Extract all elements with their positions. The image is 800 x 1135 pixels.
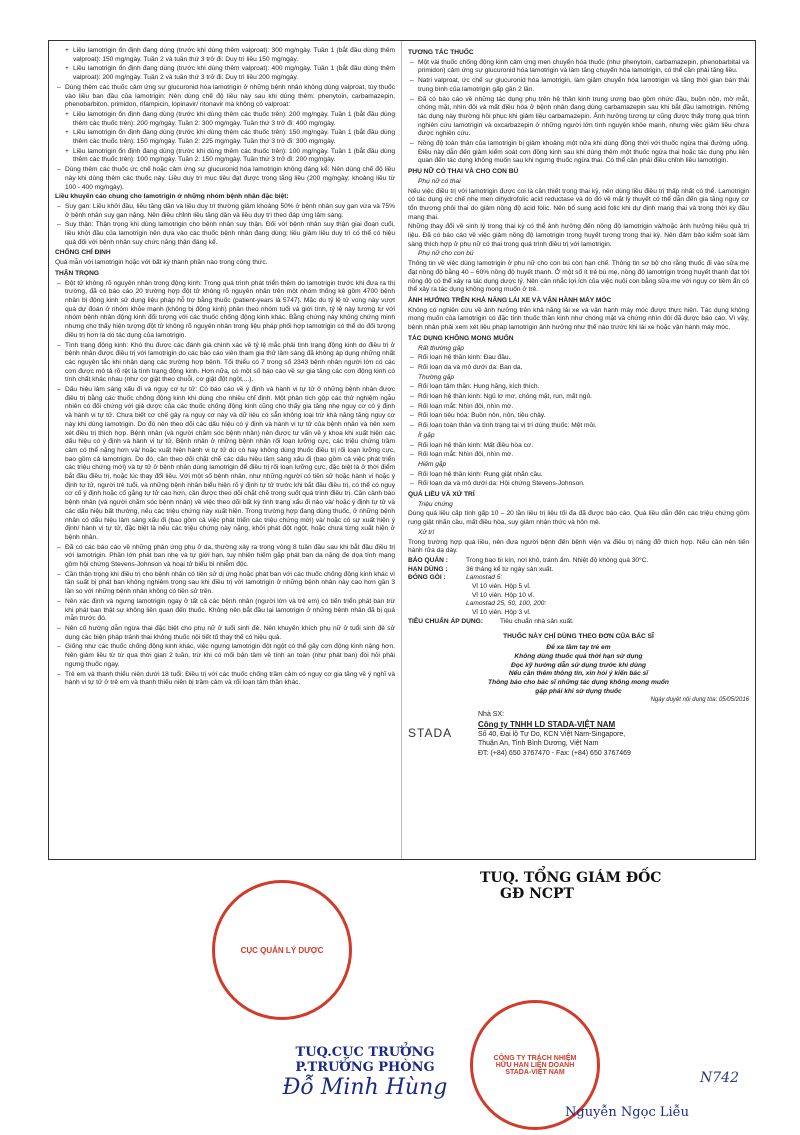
subsection-heading: Thường gặp — [418, 373, 455, 381]
notice-line: Thông báo cho bác sĩ những tác dụng không mong muốn — [488, 679, 669, 687]
subsection-heading: Phụ nữ có thai — [418, 177, 461, 185]
paragraph: Không có nghiên cứu về ảnh hưởng trên khả năng lái xe và vận hành máy móc được thực hiện. Tác dụng không mong muốn của lamotrigin có đặc tính thuốc thần kinh như chóng mặt và chứng nhìn đôi đã được báo cáo. Vì vậy, bệnh nhân phải xem xét liệu pháp lamotrigin ảnh hưởng như thế nào trước khi lái xe hoặc vận hành máy móc. — [408, 306, 749, 332]
paragraph: Quá mẫn với lamotrigin hoặc với bất kỳ thành phần nào trong công thức. — [55, 259, 268, 267]
paragraph: – Rối loạn mắt: Nhìn đôi, nhìn mờ. — [408, 403, 749, 412]
storage-row: BẢO QUẢN : Trong bao bì kín, nơi khô, tránh ẩm. Nhiệt độ không quá 30°C. — [408, 556, 649, 564]
document-sheet — [48, 40, 756, 860]
manufacturer-block — [408, 710, 749, 757]
prescription-notice — [408, 633, 749, 705]
notice-line: Đọc kỹ hướng dẫn sử dụng trước khi dùng — [510, 661, 647, 669]
paragraph: – Rối loạn hệ thần kinh: Rung giật nhãn cầu. — [408, 471, 749, 480]
section-heading: THẬN TRỌNG — [55, 269, 99, 277]
right-column — [402, 41, 755, 859]
agency-seal: CỤC QUẢN LÝ DƯỢC — [212, 880, 352, 1020]
packaging-row: ĐÓNG GÓI : Lamostad 5: Vỉ 10 viên. Hộp 5 vỉ. Vỉ 10 viên. Hộp 10 vỉ. Lamostad 25, 50, 100, 200: Vỉ 10 viên. Hộp 3 vỉ. — [408, 574, 547, 617]
paragraph: – Đã có báo cáo về những tác dụng phụ trên hệ thần kinh trung ương bao gồm nhức đầu, buồn nôn, mờ mắt, chóng mặt, nhìn đôi và mất điều hòa ở bệnh nhân đang dùng carbamazepin sau khi bắt đầu lamotrigin. Những tác dụng này thường hồi phục khi giảm liều carbamazepin. Ảnh hưởng tương tự cũng được thấy trong quá trình nghiên cứu lamotrigin và oxcarbazepin ở những người lớn tình nguyện khỏe mạnh, nhưng việc giảm liều chưa được nghiên cứu. — [408, 96, 749, 140]
paragraph: – Cần thận trọng khi điều trị cho bệnh nhân có tiền sử dị ứng hoặc phát ban với các thuốc chống động kinh khác vì tần suất bị phát ban không nghiêm trọng sau khi điều trị với lamotrigin ở những bệnh nhân này cao hơn gần 3 lần so với những bệnh nhân không có tiền sử trên. — [55, 571, 395, 597]
packaging-line: Vỉ 10 viên. Hộp 10 vỉ. — [472, 591, 535, 599]
right-column-sections — [408, 49, 749, 556]
manufacturer-info: Nhà SX: Công ty TNHH LD STADA-VIỆT NAM Số 40, Đại lộ Tự Do, KCN Việt Nam-Singapore, Thuận An, Tỉnh Bình Dương, Việt Nam ĐT: (+84) 650 3767470 - Fax: (+84) 650 3767469 — [478, 710, 749, 757]
subsection-heading: Ít gặp — [418, 431, 435, 439]
packaging-line: Lamostad 5: — [466, 574, 503, 582]
standard-row: TIÊU CHUẨN ÁP DỤNG: Tiêu chuẩn nhà sản xuất. — [408, 617, 574, 625]
paragraph: Trong trường hợp quá liều, nên đưa người bệnh đến bệnh viện và điều trị nâng đỡ thích hợp. Nếu cần nên tiến hành rửa dạ dày. — [408, 538, 749, 555]
paragraph: Nếu việc điều trị với lamotrigin được coi là cần thiết trong thai kỳ, nên dùng liều điều trị thấp nhất có thể. Lamotrigin có tác dụng ức chế nhẹ men dihydrofolic acid reductase và do đó về mặt lý thuyết có thể dẫn đến gia tăng nguy cơ tổn thương phôi thai do giảm nồng độ acid folic. Nên bổ sung acid folic khi dự định mang thai và trong thời kỳ đầu mang thai. — [408, 187, 749, 221]
subsection-heading: Rất thường gặp — [418, 344, 464, 352]
subsection-heading: Xử trí — [418, 528, 435, 536]
paragraph: – Suy thận: Thận trọng khi dùng lamotrigin cho bệnh nhân suy thận. Đối với bệnh nhân suy thận giai đoạn cuối, liều khởi đầu của lamotrigin nên dựa vào các thuốc bệnh nhân đang dùng; liều giảm liều duy trì có thể có hiệu quả đối với bệnh nhân suy chức năng thận đáng kể. — [55, 221, 395, 247]
section-heading: QUÁ LIỀU VÀ XỬ TRÍ — [408, 491, 475, 499]
notice-title: THUỐC NÀY CHỈ DÙNG THEO ĐƠN CỦA BÁC SĨ — [503, 632, 654, 640]
notice-line: Nếu cần thêm thông tin, xin hỏi ý kiến bác sĩ — [508, 670, 649, 678]
company-seal: CÔNG TY TRÁCH NHIỆM HỮU HẠN LIÊN DOANH STADA-VIỆT NAM — [470, 1000, 600, 1130]
paragraph: Thông tin về việc dùng lamotrigin ở phụ nữ cho con bú còn hạn chế. Thông tin sơ bộ cho rằng thuốc đi vào sữa mẹ đạt nồng độ bằng 40 – 60% nồng độ huyết thanh. Ở một số ít trẻ bú mẹ, nồng độ lamotrigin trong huyết thanh đạt tới nồng độ có thể xảy ra tác dụng dược lý. Nên cân nhắc lợi ích của việc nuôi con bằng sữa mẹ với nguy cơ tiềm ẩn có thể xảy ra tác dụng không mong muốn ở trẻ. — [408, 260, 749, 294]
notice-line: Để xa tầm tay trẻ em — [546, 644, 611, 652]
paragraph: – Đã có các báo cáo về những phản ứng phụ ở da, thường xảy ra trong vòng 8 tuần đầu sau khi bắt đầu điều trị với lamotrigin. Phần lớn phát ban nhẹ và tự giới hạn, tuy nhiên hiếm gặp phát ban da nặng đe dọa tính mạng gồm hội chứng Stevens-Johnson và hoại tử biểu bì nhiễm độc. — [55, 544, 395, 570]
paragraph: Những thay đổi về sinh lý trong thai kỳ có thể ảnh hưởng đến nồng độ lamotrigin và/hoặc ảnh hưởng hiệu quả trị liệu. Đã có báo cáo về việc giảm nồng độ lamotrigin trong huyết tương trong thai kỳ. Nên đảm bảo kiểm soát lâm sàng thích hợp ở phụ nữ có thai trong quá trình điều trị với lamotrigin. — [408, 223, 749, 248]
paragraph: – Rối loạn mắt: Nhìn đôi, nhìn mờ. — [408, 451, 749, 460]
subsection-heading: Triệu chứng — [418, 500, 453, 508]
paragraph: – Rối loạn tiêu hóa: Buồn nôn, nôn, tiêu chảy. — [408, 412, 749, 421]
approval-date: Ngày duyệt nội dung tòa: 05/05/2016 — [650, 696, 749, 703]
paragraph: Dùng quá liều cấp tính gấp 10 – 20 lần liều trị liệu tối đa đã được báo cáo. Quá liều dẫn đến các triệu chứng gồm rung giật nhãn cầu, mất điều hòa, suy giảm nhận thức và hôn mê. — [408, 510, 749, 527]
paragraph: – Một vài thuốc chống động kinh cảm ứng men chuyển hóa thuốc (như phenytoin, carbamazepin, phenobarbital và primidon) cảm ứng sự glucuronid hóa lamotrigin và làm tăng chuyển hóa lamotrigin, có thể cần phải tăng liều. — [408, 59, 749, 76]
left-column — [49, 41, 402, 859]
paragraph: + Liều lamotrigin ổn định đang dùng (trước khi dùng thêm các thuốc trên): 200 mg/ngày. Tuần 1 (bắt đầu dùng thêm các thuốc trên): 200 mg/ngày. Tuần 2: 300 mg/ngày. Tuần thứ 3 trở đi: 400 mg/ngày. — [55, 111, 395, 128]
section-heading: TÁC DỤNG KHÔNG MONG MUỐN — [408, 334, 514, 342]
paragraph: + Liều lamotrigin ổn định đang dùng (trước khi dùng thêm valproat): 400 mg/ngày. Tuần 1 (bắt đầu dùng thêm valproat): 200 mg/ngày. Tuần 2 và tuần thứ 3 trở đi: Duy trì liều 200 mg/ngày. — [55, 65, 395, 82]
page-code: N742 — [700, 1070, 739, 1086]
packaging-line: Lamostad 25, 50, 100, 200: — [466, 600, 547, 608]
left-signer-name: Đỗ Minh Hùng — [282, 1075, 448, 1100]
paragraph: Liều khuyến cáo chung cho lamotrigin ở những nhóm bệnh nhân đặc biệt: — [55, 193, 289, 201]
subsection-heading: Hiếm gặp — [418, 460, 447, 468]
right-signature-block: TUQ. TỔNG GIÁM ĐỐC GĐ NCPT — [480, 870, 662, 902]
section-heading: TƯƠNG TÁC THUỐC — [408, 49, 474, 56]
paragraph: – Rối loạn toàn thân và tình trạng tại vị trí dùng thuốc: Mệt mỏi. — [408, 422, 749, 431]
paragraph: – Tình trạng động kinh: Khó thu được các đánh giá chính xác về tỷ lệ mắc phải tình trạng động kinh do điều trị ở bệnh nhân được điều trị với lamotrigin do các báo cáo viên tham gia thử lâm sàng đã không áp dụng những nhất các nguyên tắc khi nhận dạng các trường hợp bệnh. Tối thiểu có 7 trong số 2343 bệnh nhân người lớn có các cơn được mô tả rõ rệt là tình trạng động kinh. Hơn nữa, có một số báo cáo về sự gia tăng các cơn động kinh có tính chất khác nhau (như cơ giật theo chuỗi, cơ giật đột ngột,...). — [55, 342, 395, 386]
paragraph: – Suy gan: Liều khởi đầu, liều tăng dần và liều duy trì thường giảm khoảng 50% ở bệnh nhân suy gan vừa và 75% ở bệnh nhân suy gan nặng. Nên điều chỉnh liều tăng dần và liều duy trì theo đáp ứng lâm sàng. — [55, 203, 395, 220]
paragraph: – Rối loạn da và mô dưới da: Ban da. — [408, 364, 749, 373]
manufacturer-name: Công ty TNHH LD STADA-VIỆT NAM — [478, 719, 616, 729]
paragraph: – Dấu hiệu lâm sàng xấu đi và nguy cơ tự tử: Có báo cáo về ý định và hành vi tự tử ở những bệnh nhân được điều trị bằng các thuốc chống động kinh khi dùng cho nhiều chỉ định. Một phân tích gộp các thử nghiệm ngẫu nhiên có đối chứng với giả dược của các thuốc chống động kinh cũng cho thấy gia tăng nhẹ nguy cơ có ý định và hành vi tự tử. Chưa biết cơ chế gây ra nguy cơ này và dữ liệu có sẵn không loại trừ khả năng tăng nguy cơ này khi dùng lamotrigin. Do đó nên theo dõi các dấu hiệu có ý định và hành vi tự tử của bệnh nhân và nên xem xét điều trị thích hợp. Bệnh nhân (và người chăm sóc bệnh nhân) nên được tư vấn về y khoa khi xuất hiện các dấu hiệu có ý định và hành vi tự tử. Bệnh nhân ở những bệnh nhân rối loạn lưỡng cực, các triệu chứng trầm cảm có thể nặng hơn và/ hoặc xuất hiện hành vi tự tử dù có hay không dùng thuốc điều trị rối loạn lưỡng cực, bao gồm cả lamotrigin. Do đó, cần theo dõi chặt chẽ các dấu hiệu lâm sàng xấu đi (bao gồm cả việc phát triển các triệu chứng mới) và tự tử ở bệnh nhân dùng lamotrigin để điều trị rối loạn lưỡng cực, đặc biệt là ở thời điểm bắt đầu điều trị, hoặc lúc thay đổi liều. Với một số bệnh nhân, như những người có tiền sử hoặc hành vi hoặc ý định tự tử, người trẻ tuổi, và những bệnh nhân biểu hiện rõ ý định tự tử trước khi bắt đầu điều trị, có thể có nguy cơ cố ý định hoặc cố gắng tự tử cao hơn, cần được theo dõi chặt chẽ trong suốt quá trình điều trị. Cần cảnh báo bệnh nhân (và người chăm sóc bệnh nhân) về việc theo dõi bất kỳ tình trạng xấu đi nào và/ hoặc ý định tự tử và các dấu hiệu bất thường, nếu các triệu chứng này xuất hiện. Trong trường hợp đang dùng thuốc, ở những bệnh nhân có dấu hiệu lâm sàng xấu đi (bao gồm cả việc phát triển các triệu chứng mới) và/ hoặc có sự xuất hiện ý định/ hành vi tự tử, đặc biệt là nếu các triệu chứng này nặng, khởi phát đột ngột, hoặc chưa từng xuất hiện ở bệnh nhân. — [55, 386, 395, 543]
packaging-line: Vỉ 10 viên. Hộp 5 vỉ. — [472, 583, 531, 591]
notice-line: Không dùng thuốc quá thời hạn sử dụng — [514, 653, 643, 660]
subsection-heading: Phụ nữ cho con bú — [418, 250, 474, 258]
packaging-line: Vỉ 10 viên. Hộp 3 vỉ. — [472, 609, 531, 617]
shelf-life-row: HẠN DÙNG : 36 tháng kể từ ngày sản xuất. — [408, 565, 554, 573]
paragraph: – Đột tử không rõ nguyên nhân trong động kinh: Trong quá trình phát triển thêm do lamotrigin trước khi đưa ra thị trường, đã có báo cáo 20 trường hợp đột tử không rõ nguyên nhân trên một nhóm thống kê gồm 4700 bệnh nhân bị động kinh sử dụng liệu pháp hỗ trợ bằng thuốc (patient-years là 5747). Mặc dù tỷ lệ tử vong này vượt quá dự đoán ở nhóm khỏe mạnh (không bị động kinh) phân theo nhóm tuổi và giới tính, tỷ lệ này tương tự với nhóm bệnh nhân động kinh đối tượng với các thuốc chống động kinh khác. Bằng chứng này không chứng minh nhưng cho thấy hiện tượng đột tử không rõ nguyên nhân trong liệu pháp phối hợp lamotrigin có thể do đối tượng điều trị hơn là do tác dụng của lamotrigin. — [55, 280, 395, 341]
notice-lines — [408, 644, 749, 696]
paragraph: – Rối loạn da và mô dưới da: Hội chứng Stevens-Johnson. — [408, 480, 749, 489]
paragraph: – Natri valproat, ức chế sự glucuronid hóa lamotrigin, làm giảm chuyển hóa lamotrigin và tăng thời gian bán thải trung bình của lamotrigin gấp gần 2 lần. — [408, 77, 749, 94]
paragraph: – Giống như các thuốc chống động kinh khác, việc ngưng lamotrigin đột ngột có thể gây cơn động kinh nặng hơn. Nên giảm liều từ từ qua thời gian 2 tuần, trừ khi có mối bận tâm về tính an toàn (như phát ban) đòi hỏi phải ngưng thuốc ngay. — [55, 643, 395, 669]
paragraph: – Rối loạn hệ thần kinh: Ngủ lơ mơ, chóng mặt, run, mất ngủ. — [408, 393, 749, 402]
left-signature-block: TUQ.CỤC TRƯỞNG P.TRƯỞNG PHÒNG Đỗ Minh Hùng — [250, 1045, 480, 1100]
paragraph: + Liều lamotrigin ổn định đang dùng (trước khi dùng thêm các thuốc trên): 100 mg/ngày. Tuần 1 (bắt đầu dùng thêm các thuốc trên): 100 mg/ngày. Tuần 2: 150 mg/ngày. Tuần thứ 3 trở đi: 200 mg/ngày. — [55, 148, 395, 165]
paragraph: – Nồng độ toàn thân của lamotrigin bị giảm khoảng một nửa khi dùng đồng thời với thuốc ngừa thai đường uống. Điều này dẫn đến giảm kiểm soát cơn động kinh sau khi dùng thêm một thuốc ngừa thai hoặc tác dụng phụ liên quan đến tác dụng không muốn sau khi ngưng thuốc ngừa thai. Có thể cần phải điều chỉnh liều lamotrigin. — [408, 140, 749, 166]
section-heading: ẢNH HƯỞNG TRÊN KHẢ NĂNG LÁI XE VÀ VẬN HÀNH MÁY MÓC — [408, 296, 612, 304]
paragraph: – Rối loạn tâm thần: Hung hăng, kích thích. — [408, 383, 749, 392]
paragraph: – Nên xác định và ngưng lamotrigin ngay ở tất cả các bệnh nhân (người lớn và trẻ em) có tiến triển phát ban trừ khi phát ban thật sự không liên quan đến thuốc. Không nên bắt đầu lại lamotrigin ở những bệnh nhân đã bị quá mẫn trước đó. — [55, 598, 395, 624]
notice-line: gặp phải khi sử dụng thuốc — [535, 687, 622, 695]
paragraph: + Liều lamotrigin ổn định đang dùng (trước khi dùng thêm valproat): 300 mg/ngày. Tuần 1 (bắt đầu dùng thêm valproat): 150 mg/ngày. Tuần 2 và tuần thứ 3 trở đi: Duy trì liều 150 mg/ngày. — [55, 47, 395, 64]
paragraph: – Dùng thêm các thuốc ức chế hoặc cảm ứng sự glucuronid hóa lamotrigin không đáng kể: Nên dùng chế độ liều này khi dùng thêm các thuốc này. Liều duy trì mục tiêu đạt được trong tăng liều (200 mg/ngày; khoảng liều từ 100 - 400 mg/ngày). — [55, 166, 395, 192]
section-heading: PHỤ NỮ CÓ THAI VÀ CHO CON BÚ — [408, 168, 519, 176]
paragraph: + Liều lamotrigin ổn định đang dùng (trước khi dùng thêm các thuốc trên): 150 mg/ngày. Tuần 1 (bắt đầu dùng thêm các thuốc trên): 150 mg/ngày. Tuần 2: 225 mg/ngày. Tuần thứ 3 trở đi: 300 mg/ngày. — [55, 129, 395, 146]
paragraph: – Rối loạn hệ thần kinh: Mất điều hòa cơ. — [408, 442, 749, 451]
section-heading: CHỐNG CHỈ ĐỊNH — [55, 249, 111, 257]
paragraph: – Rối loạn hệ thần kinh: Đau đầu. — [408, 354, 749, 363]
paragraph: – Nên cố hướng dẫn ngừa thai đặc biệt cho phụ nữ ở tuổi sinh đẻ. Nên khuyến khích phụ nữ ở tuổi sinh đẻ sử dụng các biện pháp tránh thai không thuốc nội tiết tố thay thế có hiệu quả. — [55, 625, 395, 642]
paragraph: – Trẻ em và thanh thiếu niên dưới 18 tuổi: Điều trị với các thuốc chống trầm cảm có nguy cơ gia tăng về ý nghĩ và hành vi tự tử ở trẻ em và thanh thiếu niên bị trầm cảm và rối loạn tâm thần khác. — [55, 671, 395, 688]
stada-logo: STADA — [408, 726, 453, 741]
paragraph: – Dùng thêm các thuốc cảm ứng sự glucuronid hóa lamotrigin ở những bệnh nhân không dùng valproat, tùy thuốc vào liều ban đầu của lamotrigin: Nên dùng chế độ liều này sau khi dùng thêm: phenytoin, carbamazepin, phenobarbiton, primidon, rifampicin, lopinavir/ ritonavir mà không có valproat: — [55, 84, 395, 110]
right-signer-name: Nguyễn Ngọc Liễu — [565, 1105, 690, 1120]
packaging-lines — [466, 574, 546, 618]
